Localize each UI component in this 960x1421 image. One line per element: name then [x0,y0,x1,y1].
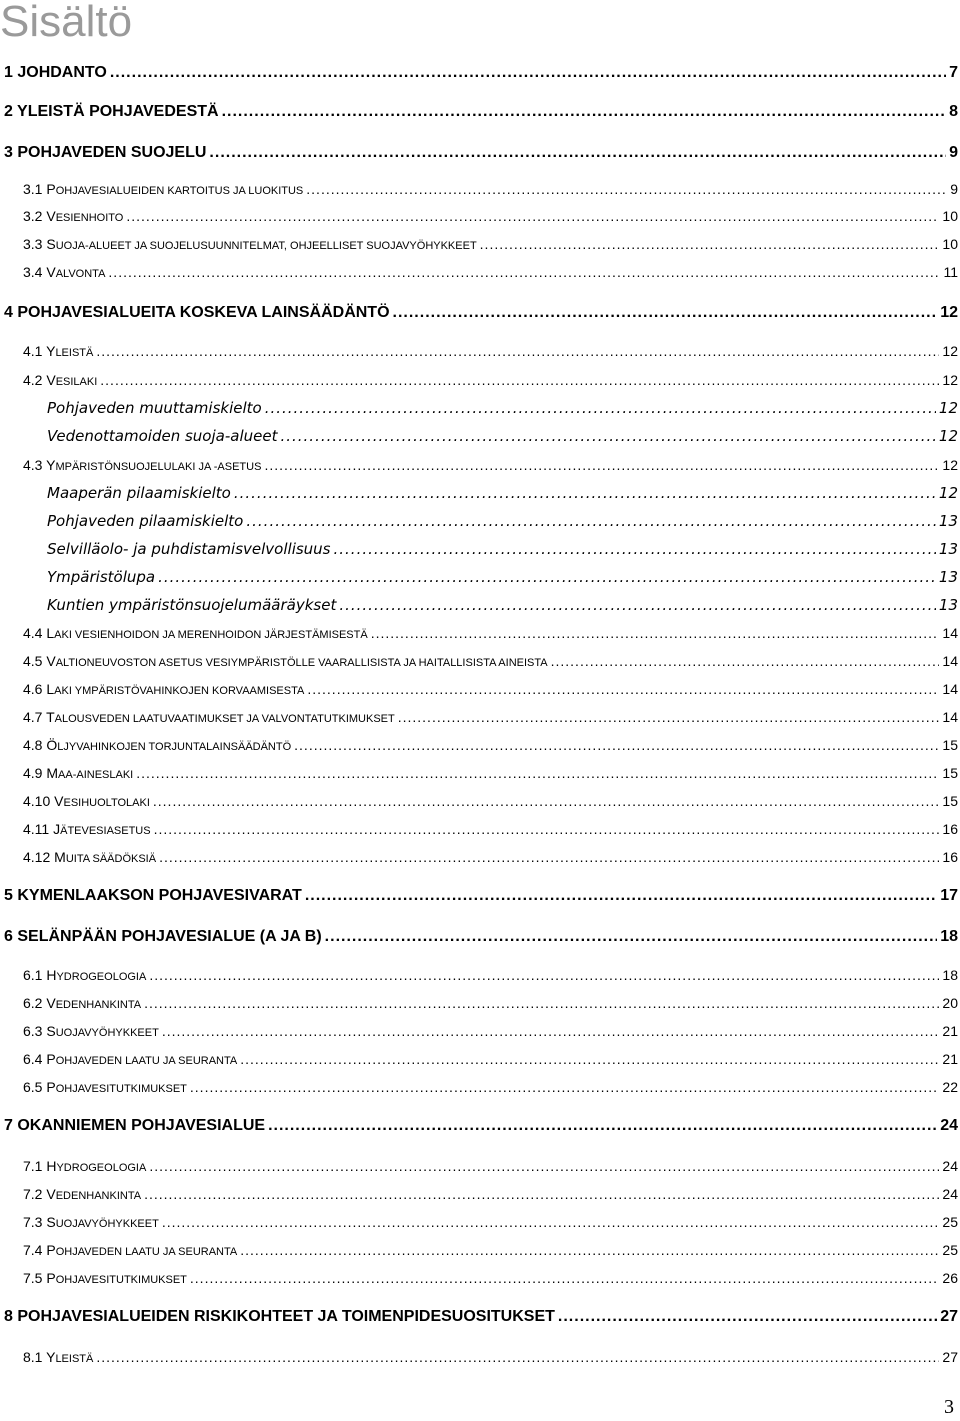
toc-entry[interactable] [47,427,958,445]
toc-leader-dots [159,849,939,865]
toc-entry-page: 21 [942,1023,958,1039]
toc-entry-page: 18 [940,928,958,945]
toc-leader-dots [110,64,946,82]
toc-entry-page: 13 [938,568,958,586]
toc-entry-label: 4.6 LAKI YMPÄRISTÖVAHINKOJEN KORVAAMISESTA [23,681,305,697]
toc-entry[interactable] [23,967,958,983]
toc-leader-dots [334,540,936,558]
toc-entry-page: 12 [938,484,958,502]
toc-entry-label: 4.7 TALOUSVEDEN LAATUVAATIMUKSET JA VALVONTATUTKIMUKSET [23,709,395,725]
toc-leader-dots [306,181,947,197]
toc-leader-dots [190,1270,940,1286]
toc-entry[interactable] [23,1023,958,1039]
toc-entry[interactable] [23,1349,958,1365]
toc-entry[interactable] [47,512,958,530]
toc-entry-label: 4.9 MAA-AINESLAKI [23,765,134,781]
toc-leader-dots [551,653,940,669]
toc-entry-page: 24 [942,1158,958,1174]
toc-entry-page: 24 [942,1186,958,1202]
toc-entry[interactable] [23,181,958,197]
toc-entry-label: 4.1 YLEISTÄ [23,343,94,359]
toc-leader-dots [126,208,939,224]
toc-entry[interactable] [23,457,958,473]
toc-entry[interactable] [23,1186,958,1202]
toc-entry-label: Vedenottamoiden suoja-alueet [47,427,278,445]
toc-entry[interactable] [4,64,958,82]
toc-leader-dots [240,1051,939,1067]
toc-leader-dots [294,737,939,753]
toc-entry-label: Kuntien ympäristönsuojelumääräykset [47,596,337,614]
toc-entry-label: 8.1 YLEISTÄ [23,1349,94,1365]
toc-entry-page: 12 [938,399,958,417]
toc-entry-page: 15 [942,737,958,753]
toc-leader-dots [246,512,936,530]
toc-leader-dots [162,1214,940,1230]
toc-entry[interactable] [23,1051,958,1067]
toc-entry-page: 12 [942,372,958,388]
toc-entry-page: 9 [949,144,958,161]
toc-entry[interactable] [47,568,958,586]
toc-entry[interactable] [23,737,958,753]
toc-entry-label: 6.2 VEDENHANKINTA [23,995,142,1011]
toc-entry-page: 10 [942,208,958,224]
toc-leader-dots [305,887,937,905]
toc-leader-dots [162,1023,940,1039]
toc-entry-label: 3.3 SUOJA-ALUEET JA SUOJELUSUUNNITELMAT, OHJEELLISET SUOJAVYÖHYKKEET [23,236,477,252]
toc-leader-dots [96,343,939,359]
toc-leader-dots [339,596,936,614]
toc-entry-label: 7.1 HYDROGEOLOGIA [23,1158,147,1174]
toc-entry[interactable] [23,1158,958,1174]
toc-entry-page: 21 [942,1051,958,1067]
toc-entry-label: 3.2 VESIENHOITO [23,208,124,224]
toc-entry-label: 7.4 POHJAVEDEN LAATU JA SEURANTA [23,1242,238,1258]
toc-entry-label: Selvilläolo- ja puhdistamisvelvollisuus [47,540,331,558]
toc-entry-page: 18 [942,967,958,983]
toc-entry[interactable] [23,208,958,224]
toc-leader-dots [371,625,940,641]
toc-entry-label: 3.4 VALVONTA [23,264,106,280]
toc-entry-label: 6.3 SUOJAVYÖHYKKEET [23,1023,159,1039]
toc-leader-dots [144,1186,939,1202]
toc-entry-label: Ympäristölupa [47,568,156,586]
toc-entry[interactable] [23,1079,958,1095]
toc-entry-label: 4.8 ÖLJYVAHINKOJEN TORJUNTALAINSÄÄDÄNTÖ [23,737,292,753]
toc-entry-page: 14 [942,709,958,725]
toc-entry-page: 12 [938,427,958,445]
toc-entry-label: 4.3 YMPÄRISTÖNSUOJELULAKI JA -ASETUS [23,457,262,473]
toc-leader-dots [398,709,940,725]
toc-leader-dots [265,399,936,417]
toc-entry-page: 13 [938,512,958,530]
toc-entry-page: 16 [942,821,958,837]
toc-leader-dots [136,765,939,781]
toc-leader-dots [149,967,939,983]
toc-entry[interactable] [23,681,958,697]
toc-entry-page: 25 [942,1214,958,1230]
toc-leader-dots [264,457,939,473]
toc-entry-label: 7.3 SUOJAVYÖHYKKEET [23,1214,159,1230]
toc-leader-dots [149,1158,939,1174]
toc-entry-page: 17 [940,887,958,904]
toc-entry[interactable] [23,264,958,280]
toc-entry-page: 12 [942,457,958,473]
toc-entry[interactable] [23,1242,958,1258]
toc-entry[interactable] [23,236,958,252]
toc-entry-page: 27 [940,1308,958,1325]
toc-leader-dots [100,372,939,388]
toc-entry[interactable] [47,484,958,502]
toc-entry[interactable] [47,399,958,417]
toc-entry-page: 20 [942,995,958,1011]
toc-entry-label: Pohjaveden muuttamiskielto [47,399,262,417]
toc-entry-page: 8 [949,103,958,120]
toc-entry[interactable] [4,1308,958,1326]
toc-entry-label: 4.12 MUITA SÄÄDÖKSIÄ [23,849,157,865]
toc-leader-dots [480,236,940,252]
toc-entry[interactable] [23,995,958,1011]
toc-entry[interactable] [23,372,958,388]
toc-leader-dots [153,793,940,809]
toc-leader-dots [96,1349,939,1365]
toc-entry[interactable] [23,765,958,781]
toc-entry-label: 4 POHJAVESIALUEITA KOSKEVA LAINSÄÄDÄNTÖ [4,304,390,321]
toc-entry[interactable] [23,849,958,865]
toc-entry-label: Pohjaveden pilaamiskielto [47,512,244,530]
toc-entry-page: 26 [942,1270,958,1286]
toc-entry-page: 15 [942,793,958,809]
toc-leader-dots [325,928,938,946]
toc-leader-dots [154,821,940,837]
toc-entry-label: 6.5 POHJAVESITUTKIMUKSET [23,1079,187,1095]
toc-entry[interactable] [23,653,958,669]
toc-entry-label: Maaperän pilaamiskielto [47,484,231,502]
toc-entry-page: 15 [942,765,958,781]
toc-leader-dots [307,681,939,697]
toc-entry-label: 6.1 HYDROGEOLOGIA [23,967,147,983]
toc-entry-label: 7.5 POHJAVESITUTKIMUKSET [23,1270,187,1286]
toc-entry-page: 16 [942,849,958,865]
toc-leader-dots [108,264,940,280]
toc-leader-dots [144,995,939,1011]
toc-entry[interactable] [47,596,958,614]
toc-entry[interactable] [4,103,958,121]
toc-entry-label: 4.10 VESIHUOLTOLAKI [23,793,150,809]
toc-leader-dots [190,1079,940,1095]
toc-entry-label: 1 JOHDANTO [4,64,107,81]
toc-entry-page: 13 [938,540,958,558]
toc-leader-dots [268,1117,937,1135]
toc-entry[interactable] [4,887,958,905]
toc-entry-page: 9 [950,181,958,197]
toc-entry-page: 14 [942,625,958,641]
toc-entry-label: 3 POHJAVEDEN SUOJELU [4,144,207,161]
toc-entry-label: 5 KYMENLAAKSON POHJAVESIVARAT [4,887,302,904]
page-number: 3 [944,1396,954,1418]
toc-leader-dots [158,568,936,586]
toc-entry[interactable] [23,1214,958,1230]
toc-leader-dots [234,484,936,502]
page-title: Sisältö [0,0,133,46]
toc-entry-label: 8 POHJAVESIALUEIDEN RISKIKOHTEET JA TOIMENPIDESUOSITUKSET [4,1308,555,1325]
toc-entry-page: 7 [949,64,958,81]
toc-entry-page: 22 [942,1079,958,1095]
toc-entry-label: 7 OKANNIEMEN POHJAVESIALUE [4,1117,266,1134]
toc-entry[interactable] [23,343,958,359]
toc-entry-label: 4.4 LAKI VESIENHOIDON JA MERENHOIDON JÄRJESTÄMISESTÄ [23,625,368,641]
toc-entry[interactable] [23,709,958,725]
toc-entry-page: 24 [940,1117,958,1134]
toc-entry-page: 11 [943,264,958,280]
toc-entry-label: 3.1 POHJAVESIALUEIDEN KARTOITUS JA LUOKITUS [23,181,304,197]
toc-entry[interactable] [23,1270,958,1286]
toc-entry[interactable] [4,304,958,322]
toc-leader-dots [240,1242,939,1258]
toc-entry-label: 4.11 JÄTEVESIASETUS [23,821,151,837]
toc-entry-label: 7.2 VEDENHANKINTA [23,1186,142,1202]
toc-entry[interactable] [4,928,958,946]
toc-entry[interactable] [47,540,958,558]
toc-leader-dots [280,427,935,445]
toc-entry-label: 6 SELÄNPÄÄN POHJAVESIALUE (A JA B) [4,928,322,945]
toc-leader-dots [558,1308,937,1326]
toc-entry[interactable] [4,144,958,162]
toc-entry[interactable] [23,793,958,809]
toc-entry[interactable] [4,1117,958,1135]
toc-entry-label: 6.4 POHJAVEDEN LAATU JA SEURANTA [23,1051,238,1067]
toc-leader-dots [209,144,946,162]
toc-entry-page: 14 [942,681,958,697]
toc-entry-page: 12 [942,343,958,359]
toc-entry-label: 2 YLEISTÄ POHJAVEDESTÄ [4,103,219,120]
toc-entry[interactable] [23,625,958,641]
toc-entry-page: 13 [938,596,958,614]
toc-leader-dots [393,304,938,322]
toc-entry-page: 10 [942,236,958,252]
toc-entry-label: 4.5 VALTIONEUVOSTON ASETUS VESIYMPÄRISTÖLLE VAARALLISISTA JA HAITALLISISTA AINEISTA [23,653,548,669]
toc-entry-page: 25 [942,1242,958,1258]
toc-entry-page: 27 [942,1349,958,1365]
toc-entry-page: 14 [942,653,958,669]
toc-entry-page: 12 [940,304,958,321]
toc-entry-label: 4.2 VESILAKI [23,372,98,388]
toc-entry[interactable] [23,821,958,837]
toc-leader-dots [222,103,947,121]
